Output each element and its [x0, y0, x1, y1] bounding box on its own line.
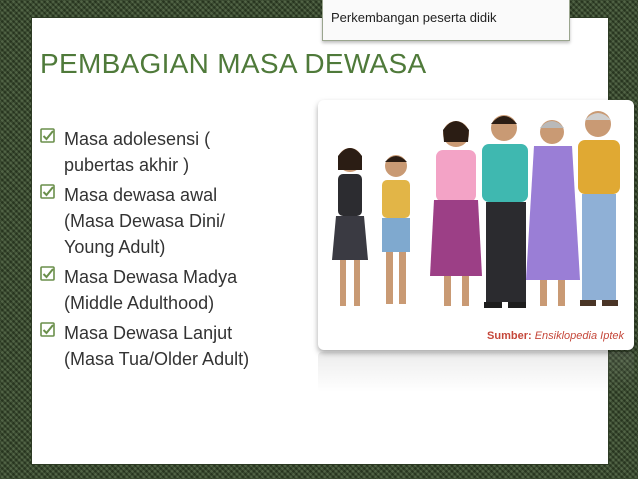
bullet-item — [40, 264, 300, 316]
bullet-line: Young Adult) — [64, 237, 166, 257]
bullet-line: (Masa Tua/Older Adult) — [64, 349, 250, 369]
caption-source: Ensiklopedia Iptek — [534, 330, 624, 342]
bullet-line: pubertas akhir ) — [64, 155, 190, 175]
family-photo — [318, 100, 634, 350]
header-tab-text: Perkembangan peserta didik — [331, 10, 497, 25]
bullet-line: Masa dewasa awal — [64, 185, 218, 205]
figure-woman — [430, 121, 482, 306]
bullet-line: Masa Dewasa Lanjut — [64, 323, 233, 343]
bullet-item — [40, 320, 300, 372]
checkbox-icon — [40, 128, 58, 146]
checkbox-icon — [40, 266, 58, 284]
checkbox-icon — [40, 322, 58, 340]
bullet-list — [40, 126, 300, 376]
bullet-line: (Masa Dewasa Dini/ — [64, 211, 226, 231]
checkbox-icon — [40, 184, 58, 202]
bullet-line: Masa adolesensi ( — [64, 129, 211, 149]
photo-caption — [487, 330, 624, 342]
bullet-item — [40, 126, 300, 178]
figure-man — [482, 115, 528, 308]
figure-boy — [382, 155, 410, 304]
figure-girl — [332, 148, 368, 306]
family-illustration-icon — [318, 100, 634, 350]
caption-prefix: Sumber: — [487, 330, 535, 342]
slide-title: PEMBAGIAN MASA DEWASA — [40, 48, 427, 79]
photo-reflection — [318, 352, 634, 392]
figure-grandmother — [526, 120, 580, 306]
figure-grandfather — [578, 111, 620, 306]
header-tab — [322, 0, 570, 41]
bullet-line: (Middle Adulthood) — [64, 293, 215, 313]
bullet-line: Masa Dewasa Madya — [64, 267, 238, 287]
bullet-item — [40, 182, 300, 260]
